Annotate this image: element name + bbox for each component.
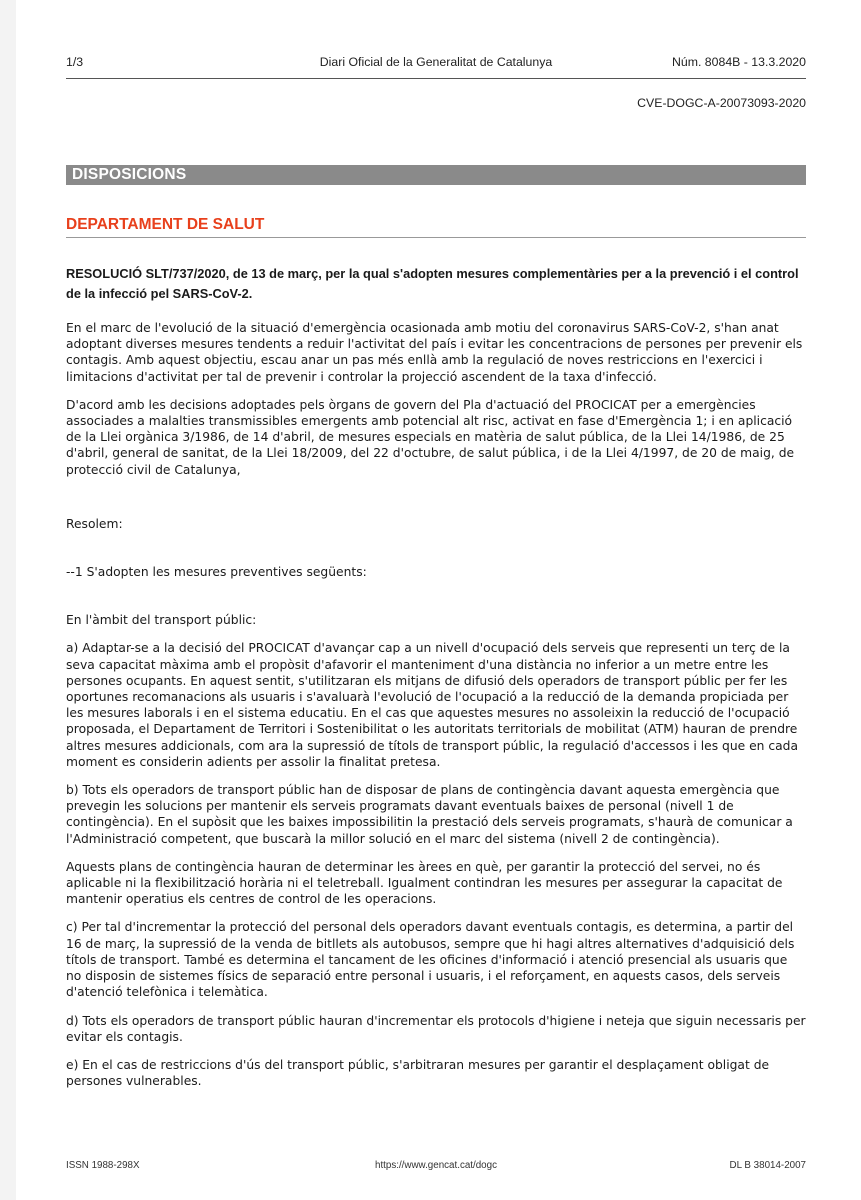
department-divider — [66, 237, 806, 238]
footer-issn: ISSN 1988-298X — [66, 1160, 140, 1171]
cve-code: CVE-DOGC-A-20073093-2020 — [637, 96, 806, 110]
footer-legal-deposit: DL B 38014-2007 — [729, 1160, 806, 1171]
paragraph-transport-scope: En l'àmbit del transport públic: — [66, 613, 257, 628]
paragraph-measure-1: --1 S'adopten les mesures preventives següents: — [66, 565, 367, 580]
document-body — [66, 320, 806, 1089]
page-number: 1/3 — [66, 55, 84, 69]
paragraph-resolem: Resolem: — [66, 516, 123, 531]
paragraph-item-b: b) Tots els operadors de transport públic han de disposar de plans de contingència davant aquesta emergència que prevegin les solucions per mantenir els serveis programats davant eventuals baixes de personal (nivell 1 de contingència). En el supòsit que les baixes impossibilitin la prestació dels serveis programats, s'haurà de comunicar a l'Administració competent, que buscarà la millor solució en el marc del sistema (nivell 2 de contingència). — [66, 783, 793, 846]
header-divider — [66, 78, 806, 79]
section-heading: DISPOSICIONS — [66, 165, 806, 185]
resolution-title: RESOLUCIÓ SLT/737/2020, de 13 de març, per la qual s'adopten mesures complementàries per a la prevenció i el control de la infecció pel SARS-CoV-2. — [66, 266, 799, 301]
journal-name: Diari Oficial de la Generalitat de Catalunya — [319, 55, 553, 69]
paragraph-contingency-plans: Aquests plans de contingència hauran de determinar les àrees en què, per garantir la protecció del servei, no és aplicable ni la flexibilització horària ni el teletreball. Igualment contindran les mesures per assegurar la capacitat de mantenir operatius els centres de control de les operacions. — [66, 859, 783, 907]
page-header — [66, 55, 806, 73]
page-footer — [66, 1160, 806, 1174]
paragraph-item-e: e) En el cas de restriccions d'ús del transport públic, s'arbitraran mesures per garantir el desplaçament obligat de persones vulnerables. — [66, 1057, 770, 1089]
paragraph-intro: En el marc de l'evolució de la situació d'emergència ocasionada amb motiu del coronavirus SARS-CoV-2, s'han anat adoptant diverses mesures tendents a reduir l'activitat del país i evitar les concentracions de persones per prevenir els contagis. Amb aquest objectiu, escau anar un pas més enllà amb la regulació de noves restriccions en l'exercici i limitacions d'activitat per tal de prevenir i controlar la projecció ascendent de la taxa d'infecció. — [66, 321, 803, 384]
page-edge — [0, 0, 16, 1200]
department-heading: DEPARTAMENT DE SALUT — [66, 216, 265, 233]
paragraph-item-c: c) Per tal d'incrementar la protecció del personal dels operadors davant eventuals contagis, es determina, a partir del 16 de març, la supressió de la venda de bitllets als autobusos, sempre que hi hagi altres alternatives d'adquisició dels títols de transport. També es determina el tancament de les oficines d'informació i atenció presencial als usuaris que no disposin de sistemes físics de separació entre personal i usuaris, i el reforçament, en aquests casos, dels serveis d'atenció telefònica i telemàtica. — [66, 920, 795, 1000]
paragraph-item-a: a) Adaptar-se a la decisió del PROCICAT d'avançar cap a un nivell d'ocupació dels serveis que representi un terç de la seva capacitat màxima amb el propòsit d'afavorir el manteniment d'una distància no inferior a un metre entre les persones ocupants. En aquest sentit, s'utilitzaran els mitjans de difusió dels operadors de transport públic per fer les oportunes recomanacions als usuaris i s'avaluarà l'evolució de l'ocupació a la reducció de la demanda propiciada per les mesures laborals i en el sistema educatiu. En el cas que aquestes mesures no assoleixin la reducció de l'ocupació proposada, el Departament de Territori i Sostenibilitat o les autoritats territorials de mobilitat (ATM) hauran de prendre altres mesures addicionals, com ara la supressió de títols de transport públic, la regulació d'accessos i les que en cada moment es considerin adients per assolir la finalitat pretesa. — [66, 641, 799, 769]
issue-number: Núm. 8084B - 13.3.2020 — [672, 55, 806, 69]
footer-url[interactable]: https://www.gencat.cat/dogc — [375, 1160, 497, 1171]
paragraph-item-d: d) Tots els operadors de transport públic hauran d'incrementar els protocols d'higiene i neteja que siguin necessaris per evitar els contagis. — [66, 1013, 806, 1044]
paragraph-legal-basis: D'acord amb les decisions adoptades pels òrgans de govern del Pla d'actuació del PROCICAT per a emergències associades a malalties transmissibles emergents amb potencial alt risc, activat en fase d'Emergència 1; i en aplicació de la Llei orgànica 3/1986, de 14 d'abril, de mesures especials en matèria de salut pública, de la Llei 14/1986, de 25 d'abril, general de sanitat, de la Llei 18/2009, del 22 d'octubre, de salut pública, i de la Llei 4/1997, de 20 de maig, de protecció civil de Catalunya, — [66, 397, 795, 477]
